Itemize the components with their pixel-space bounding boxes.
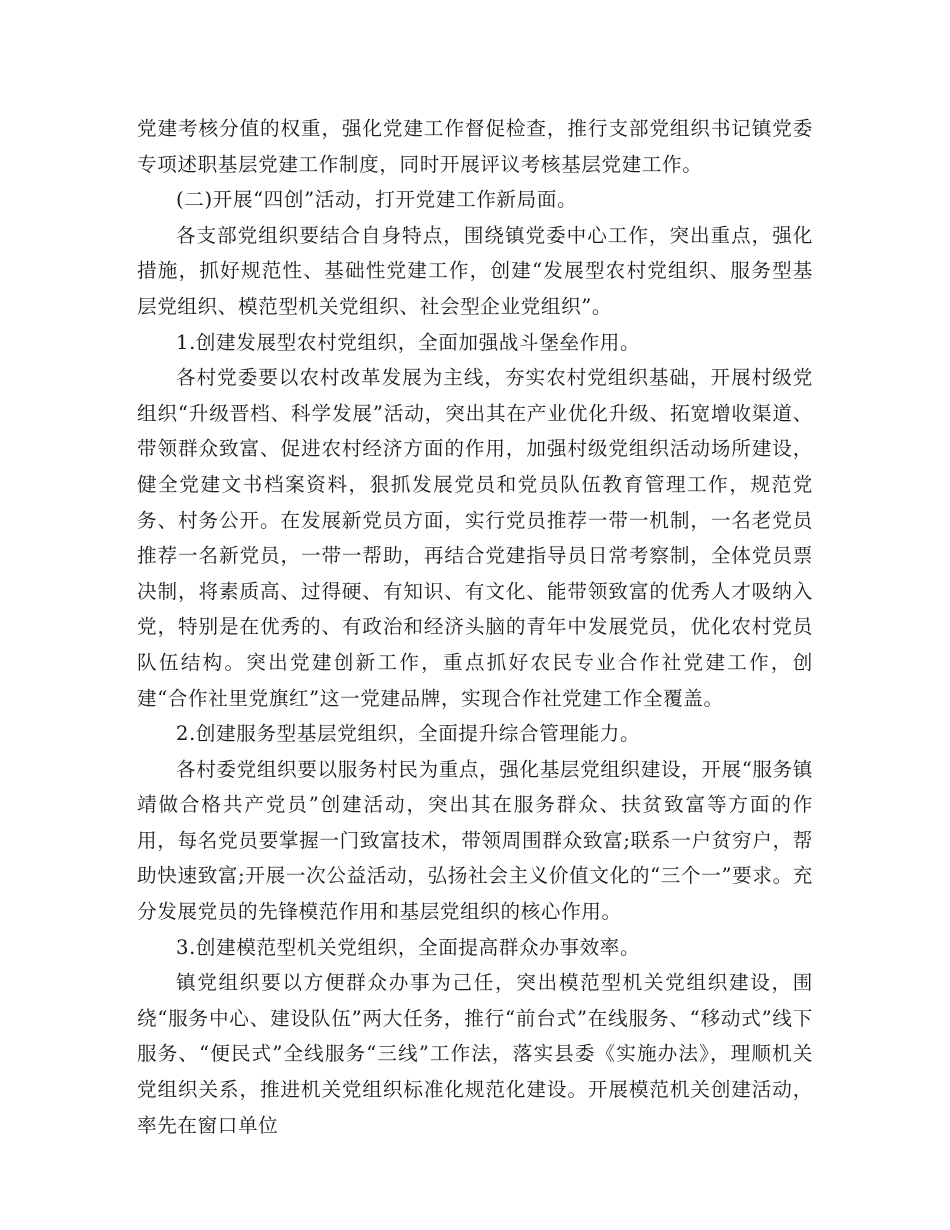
section-heading-four-creations: (二)开展“四创”活动，打开党建工作新局面。 [176, 188, 578, 212]
document-body [137, 111, 813, 1143]
subheading-development-rural: 1.创建发展型农村党组织，全面加强战斗堡垒作用。 [176, 330, 641, 354]
subheading-service-grassroots: 2.创建服务型基层党组织，全面提升综合管理能力。 [176, 722, 641, 746]
paragraph-development-rural: 各村党委要以农村改革发展为主线，夯实农村党组织基础，开展村级党组织“升级晋档、科学发展”活动，突出其在产业优化升级、拓宽增收渠道、带领群众致富、促进农村经济方面的作用，加强村级党组织活动场所建设，健全党建文书档案资料，狠抓发展党员和党员队伍教育管理工作，规范党务、村务公开。在发展新党员方面，实行党员推荐一带一机制，一名老党员推荐一名新党员，一带一帮助，再结合党建指导员日常考察制，全体党员票决制，将素质高、过得硬、有知识、有文化、能带领致富的优秀人才吸纳入党，特别是在优秀的、有政治和经济头脑的青年中发展党员，优化农村党员队伍结构。突出党建创新工作，重点抓好农民专业合作社党建工作，创建“合作社里党旗红”这一党建品牌，实现合作社党建工作全覆盖。 [137, 366, 813, 710]
paragraph-service-grassroots: 各村委党组织要以服务村民为重点，强化基层党组织建设，开展“服务镇靖做合格共产党员”创建活动，突出其在服务群众、扶贫致富等方面的作用，每名党员要掌握一门致富技术，带领周围群众致富;联系一户贫穷户，帮助快速致富;开展一次公益活动，弘扬社会主义价值文化的“三个一”要求。充分发展党员的先锋模范作用和基层党组织的核心作用。 [137, 757, 813, 924]
paragraph-continued: 党建考核分值的权重，强化党建工作督促检查，推行支部党组织书记镇党委专项述职基层党建工作制度，同时开展评议考核基层党建工作。 [137, 117, 813, 176]
paragraph-four-creations-intro: 各支部党组织要结合自身特点，围绕镇党委中心工作，突出重点，强化措施，抓好规范性、基础性党建工作，创建“发展型农村党组织、服务型基层党组织、模范型机关党组织、社会型企业党组织”。 [137, 223, 813, 318]
paragraph-model-organ: 镇党组织要以方便群众办事为己任，突出模范型机关党组织建设，围绕“服务中心、建设队伍”两大任务，推行“前台式”在线服务、“移动式”线下服务、“便民式”全线服务“三线”工作法，落实县委《实施办法》，理顺机关党组织关系，推进机关党组织标准化规范化建设。开展模范机关创建活动，率先在窗口单位 [137, 971, 813, 1137]
subheading-model-organ: 3.创建模范型机关党组织，全面提高群众办事效率。 [176, 935, 641, 959]
